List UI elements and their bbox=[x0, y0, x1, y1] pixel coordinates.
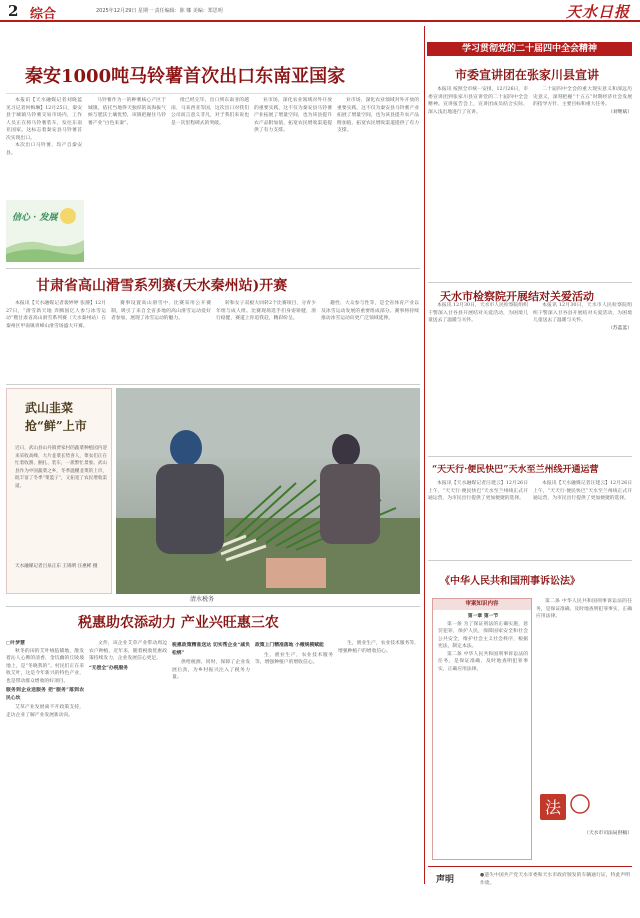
law-box-text bbox=[438, 613, 528, 857]
tax-col-5 bbox=[338, 640, 419, 884]
farmers-harvest-image bbox=[116, 388, 420, 594]
law-stamp-graphic bbox=[536, 788, 596, 828]
tax-paragraph: 供给税源，同时，保障了企业发展后劲，为乡村振兴注入了税务力量。 bbox=[172, 660, 250, 680]
lead-col-2 bbox=[88, 97, 166, 262]
lead-headline: 秦安1000吨马铃薯首次出口东南亚国家 bbox=[25, 66, 346, 87]
inset-title: 信心 · 发展 bbox=[12, 213, 58, 223]
story1-headline: 市委宣讲团在张家川县宣讲 bbox=[455, 68, 600, 82]
lead-col-4 bbox=[254, 97, 332, 262]
story2-col-2 bbox=[533, 302, 632, 452]
story1-paragraph: 本报讯 按照全市统一安排，12月26日，市委宣讲团到张家川县宣讲党的二十届四中全会精神。宣讲报告会上，宣讲团成员结合实际，深入浅出地进行了宣讲。 bbox=[428, 87, 528, 115]
tax-subhead: 政策上门精准落地 小微规模赋能 bbox=[255, 642, 324, 648]
story3-paragraph: 本报讯【天水融媒记者汪建云】12月26日上午，“天天行·便民快巴”天水至兰州线正式开通运营，为市民出行提供了更加便捷的选择。 bbox=[428, 481, 528, 501]
ski-paragraph: 转和女子双板大回转2个比赛项目，分青少年组与成人组。比赛现场选手们身姿矫健，滑行稳健，赛道上你追我赶，精彩纷呈。 bbox=[216, 301, 316, 321]
vegetable-title-1: 武山韭菜 bbox=[25, 401, 74, 415]
ski-col-1 bbox=[6, 300, 106, 380]
tax-col-2 bbox=[89, 640, 167, 884]
tax-col-3 bbox=[172, 640, 250, 884]
lead-col-5 bbox=[337, 97, 419, 262]
ski-paragraph: 赛事设置高山滑雪中，比赛采用公开赛制，吸引了来自全省多地的高山滑雪运动爱好者参加，展现了冰雪运动的魅力。 bbox=[111, 301, 211, 321]
divider bbox=[6, 268, 420, 269]
vegetable-body: 近日，武山县山丹镇贾家村的蔬菜种植园内迎来采收高峰，大片韭菜长势喜人，菜农们正在忙着收割、捆扎、装车，一派繁忙景象。武山县作为中国蔬菜之乡，冬季温棚韭菜的上市，既丰富了冬季“菜篮子”，又拓宽了农民增收渠道。 bbox=[15, 446, 107, 489]
tax-paragraph: 生，渔业生产，农业技术服务等，增强种植户的增收信心。 bbox=[255, 652, 333, 665]
story3-paragraph: 本报讯【天水融媒记者汪建云】12月26日上午，“天天行·便民快巴”天水至兰州线正式开通运营，为市民出行提供了更加便捷的选择。 bbox=[533, 481, 632, 501]
tax-paragraph: 秋冬的田的艾叶绒毡铺地，散发着沁人心脾的清香，金坑幽的丘陵坡地上，是“冬晓我的”。村民们正在采收艾叶，这是今年新兴的特色产业，也是带动群众增收的好项目。 bbox=[6, 648, 84, 684]
story2-paragraph: 本报讯 12月30日，天水市人民检察院组织干警深入甘谷县开展结对关爱活动，为困境儿童送去了温暖与关怀。 bbox=[533, 303, 632, 323]
law-col-tail bbox=[536, 830, 632, 860]
tax-subhead: 服务到企业送服务 把“服务”落到农民心坎 bbox=[6, 687, 84, 701]
divider bbox=[6, 93, 420, 94]
story2-paragraph: 本报讯 12月30日，天水市人民检察院组织干警深入甘谷县开展结对关爱活动，为困境儿童送去了温暖与关怀。 bbox=[428, 303, 528, 323]
text-fill bbox=[88, 127, 166, 135]
law-box bbox=[432, 598, 532, 860]
ski-paragraph: 趣性、大众参与性等，是全省体育产业以及冰雪运动发展的重要组成部分。赛事将持续推动冰雪运动向更广泛领域延伸。 bbox=[321, 301, 419, 321]
newspaper-logo: 天水日报 bbox=[565, 3, 630, 21]
notice-body: ●遗失中国共产党天水市委和天水市政府颁发的车辆通行证，特此声明作废。 bbox=[480, 873, 630, 886]
law-stamp bbox=[536, 788, 596, 828]
tax-paragraph: 文件，该企业艾草产业带动周边农户种植，近年来，随着税收优惠政策持续发力，企业发展信心更足。 bbox=[89, 641, 167, 661]
divider bbox=[428, 282, 632, 283]
tax-headline: 税惠助农添动力 产业兴旺惠三农 bbox=[78, 615, 279, 631]
divider bbox=[428, 560, 632, 561]
vegetable-panel bbox=[6, 388, 112, 594]
page-number: 2 bbox=[8, 2, 19, 20]
story2-col-1 bbox=[428, 302, 528, 452]
tax-col-4 bbox=[255, 640, 333, 884]
story2-headline: 天水市检察院开展结对关爱活动 bbox=[440, 290, 594, 303]
lead-col-3 bbox=[171, 97, 249, 262]
lead-paragraph: 批已经完毕，出口到东南亚的越南、马来西亚等国，这次出口对我们公司而言意义非凡，对于我们来说也是一次里程碑式的突破。 bbox=[171, 98, 249, 126]
lead-paragraph: 业市场，深化农业领域对外开放的重要实践，这不仅为秦安县马铃薯产业拓展了增量空间，也为该县提升农产品附加值、拓宽农民增收渠道提供了有力支撑。 bbox=[254, 98, 332, 133]
lead-paragraph: 本次出口马铃薯，均产自秦安县。 bbox=[6, 143, 82, 156]
law-subhead: 第一章 第一节 bbox=[467, 613, 499, 619]
issue-meta: 2025年12月29日 星期一 责任编辑：陈 娜 美编：郑思明 bbox=[96, 8, 223, 14]
story3-col-1 bbox=[428, 480, 528, 554]
ski-headline: 甘肃省高山滑雪系列赛(天水秦州站)开赛 bbox=[36, 278, 288, 294]
law-box-title: 审案知识内容 bbox=[433, 599, 531, 610]
ski-col-2 bbox=[111, 300, 211, 380]
photo-caption: 清水税务 bbox=[190, 596, 215, 603]
divider bbox=[428, 456, 632, 457]
law-paragraph: 第一条 为了保证刑法的正确实施，惩罚犯罪，保护人民，保障国家安全和社会公共安全，维护社会主义社会秩序，根据宪法，制定本法。 bbox=[438, 621, 528, 649]
column-rule bbox=[424, 26, 425, 884]
photo-credit: 天水融媒记者吕泉正东 王锦明 汪惠彬 摄 bbox=[15, 564, 98, 569]
divider bbox=[6, 384, 420, 385]
story1-col-1 bbox=[428, 86, 528, 276]
section-title: 综合 bbox=[30, 7, 57, 22]
story4-credit: （天水市司法局供稿） bbox=[584, 831, 632, 836]
story4-headline: 《中华人民共和国刑事诉讼法》 bbox=[440, 576, 580, 587]
story3-col-2 bbox=[533, 480, 632, 554]
divider bbox=[6, 606, 420, 607]
notice-title: 声明 bbox=[436, 875, 455, 885]
law-paragraph: 第二条 中华人民共和国刑事诉讼法的任务，是保证准确、及时地查明犯罪事实，正确应用法律。 bbox=[536, 599, 632, 619]
masthead bbox=[0, 0, 640, 22]
vegetable-title-2: 抢“鲜”上市 bbox=[25, 419, 87, 433]
tax-byline: □叶梦慧 bbox=[6, 640, 25, 646]
story2-credit: （苏蓝蓝） bbox=[608, 325, 632, 331]
ski-col-4 bbox=[321, 300, 419, 380]
lead-intro: 本报讯【天水融媒记者刘晓蓝见习记者何梅琳】12月25日，秦安县于城镇马铃薯交易市场内，工作人员正在将马铃薯装车，发往东南亚国家。这标志着秦安县马铃薯首次实现出口。 bbox=[6, 98, 82, 141]
lead-paragraph: 业市场，深化农业领域对外开放的重要实践，这不仅为秦安县马铃薯产业拓展了增量空间，也为该县提升农产品附加值、拓宽农民增收渠道提供了有力支撑。 bbox=[337, 98, 419, 133]
divider bbox=[428, 866, 632, 867]
tax-col-1 bbox=[6, 640, 84, 884]
tax-subhead: “无偿全”办税服务 bbox=[89, 664, 129, 671]
tax-subhead: 税惠政策精准送达 切实帮企业“减负松绑” bbox=[172, 642, 250, 656]
lead-inset-graphic bbox=[6, 200, 84, 262]
tax-paragraph: 艾草产业发展离不开政策支持，走访企业了解产业发展新动向。 bbox=[6, 705, 84, 718]
law-col-2 bbox=[536, 598, 632, 778]
tax-paragraph: 生，渔业生产，农业技术服务等，增强种植户的增收信心。 bbox=[338, 641, 419, 654]
ski-paragraph: 本报讯【天水融媒记者裴婷婷 张静】12月27日，“滑雪新天地 奔腾国亿人参与冰雪运动”暨甘肃省高山滑雪系列赛（天水秦州站）在秦州区甲南镇青峰山滑雪场盛大开赛。 bbox=[6, 301, 106, 329]
law-paragraph: 第二条 中华人民共和国刑事诉讼法的任务，是保证准确、及时地查明犯罪事实，正确应用法律。 bbox=[438, 651, 528, 672]
story1-credit: （刘继斌） bbox=[608, 109, 632, 115]
story1-paragraph: 二十届四中全会的重大现实意义和深远历史意义，深刻把握“十五五”时期经济社会发展的指导方针、主要目标和重大任务。 bbox=[533, 87, 632, 107]
farmers-photo bbox=[116, 388, 420, 594]
campaign-banner: 学习贯彻党的二十届四中全会精神 bbox=[427, 42, 632, 56]
svg-text:法: 法 bbox=[544, 798, 562, 817]
story3-headline: “天天行·便民快巴”天水至兰州线开通运营 bbox=[432, 465, 599, 475]
lead-paragraph: 马铃薯作为一的种薯核心产区于城镇，依托当地得天独厚的高海拔气候与肥沃土壤优势，该镇把握住马铃薯产业“白色来秦”。 bbox=[88, 98, 166, 126]
story1-col-2 bbox=[533, 86, 632, 276]
ski-col-3 bbox=[216, 300, 316, 380]
